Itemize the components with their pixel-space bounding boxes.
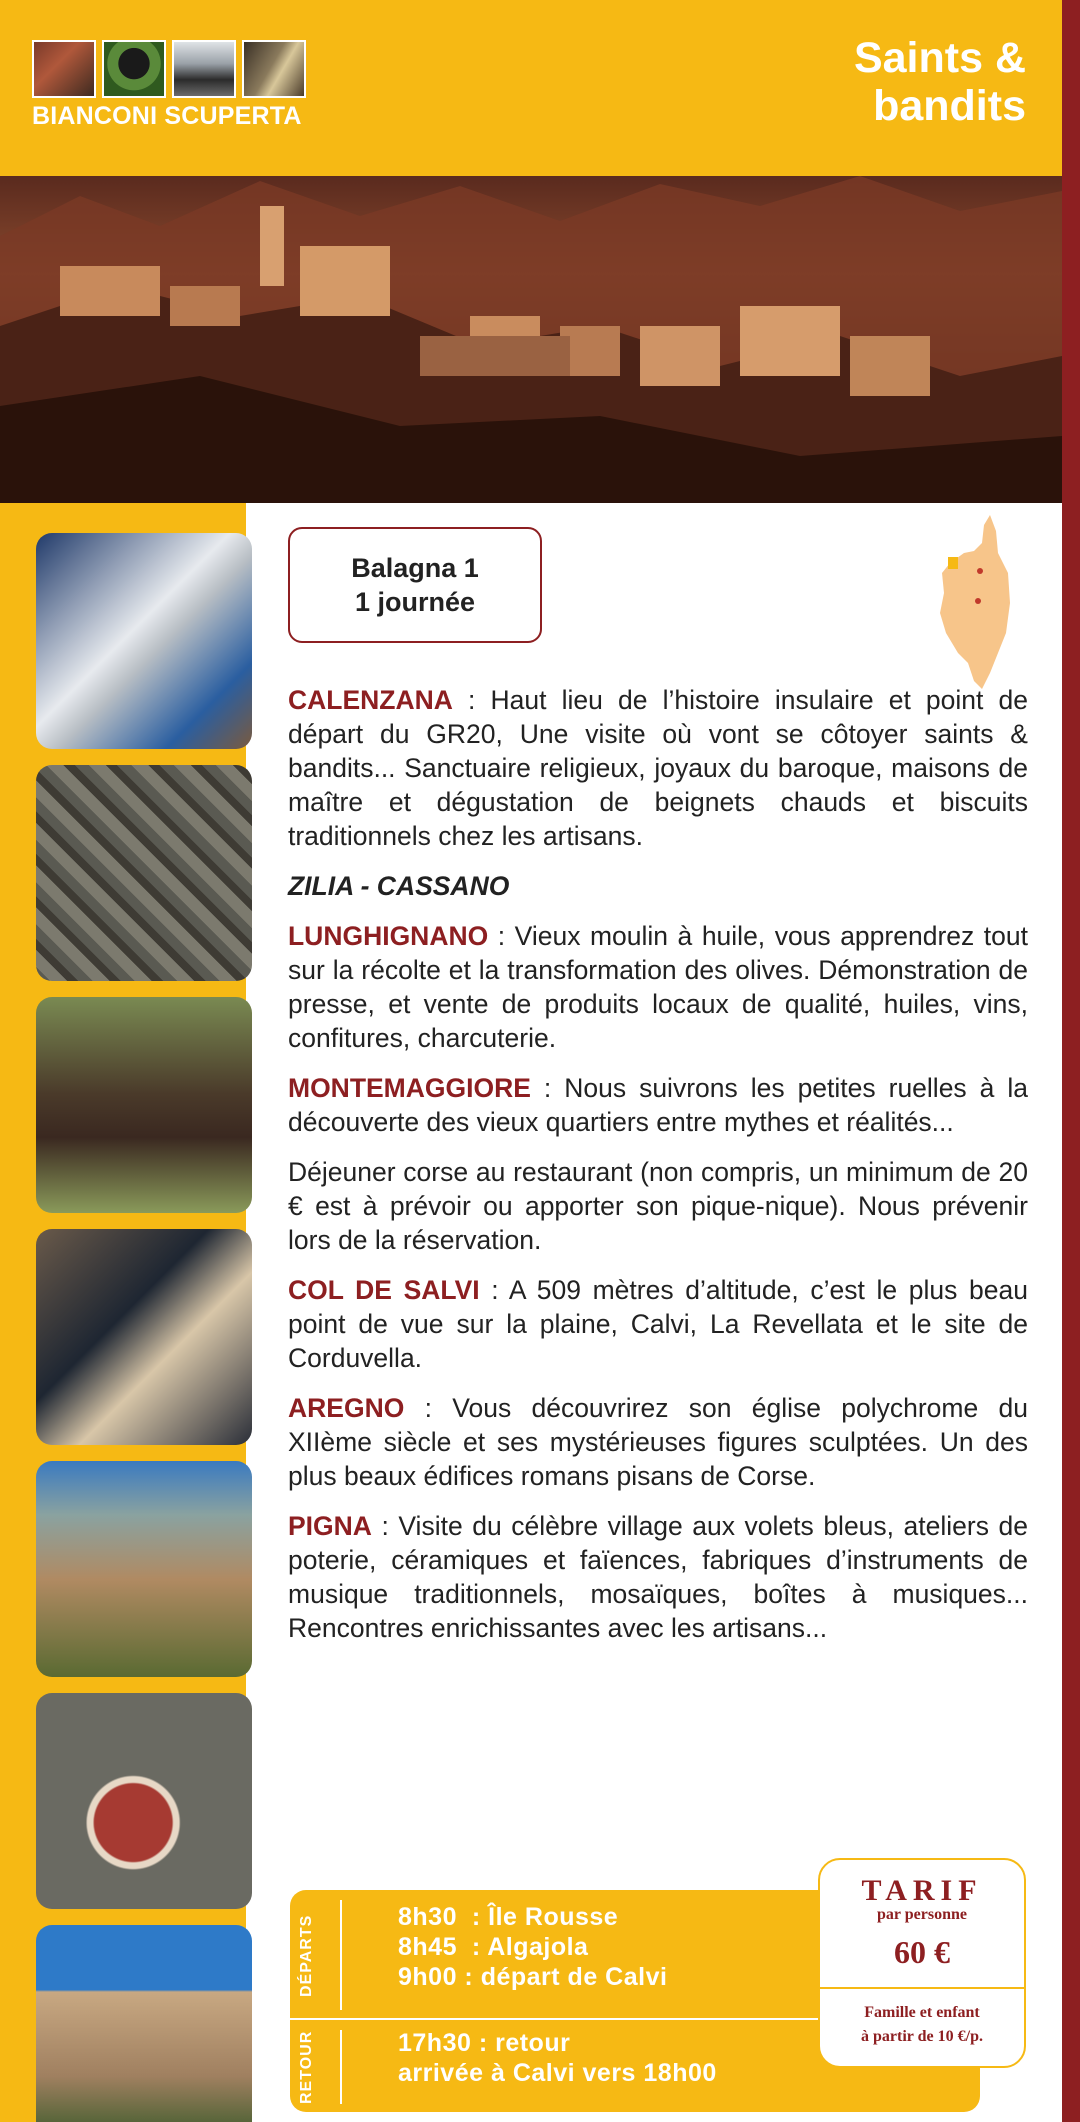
tarif-price: 60 € [894, 1934, 950, 1970]
retour-separator [340, 2030, 342, 2104]
logo-text: BIANCONI SCUPERTA [32, 102, 302, 130]
depart-line-1: 8h30 : Île Rousse [398, 1903, 619, 1931]
title-line-2: bandits [873, 82, 1026, 130]
logo-tile-3 [172, 40, 236, 98]
departs-label: DÉPARTS [298, 1914, 315, 1998]
para-lunghignano [288, 919, 1028, 1055]
heading-col-de-salvi: COL DE SALVI [288, 1275, 480, 1305]
para-montemaggiore [288, 1071, 1028, 1139]
para-pigna [288, 1509, 1028, 1645]
retour-line-1: 17h30 : retour [398, 2029, 571, 2057]
text-aregno: : Vous découvrirez son église polychrome du XIIème siècle et ses mystérieuses figures sculptées. Un des plus beaux édifices romans pisans de Corse. [288, 1393, 1028, 1491]
text-col-de-salvi: : A 509 mètres d’altitude, c’est le plus beau point de vue sur la plaine, Calvi, La Revellata et le site de Corduvella. [288, 1275, 1028, 1373]
text-dejeuner: Déjeuner corse au restaurant (non compris, un minimum de 20 € est à prévoir ou apporter son pique-nique). Nous prévenir lors de la réservation. [288, 1157, 1028, 1255]
retour-times [398, 2028, 717, 2088]
tarif-note-line-1: Famille et enfant [864, 2004, 980, 2021]
tarif-note-line-2: à partir de 10 €/p. [861, 2028, 983, 2045]
retour-line-2: arrivée à Calvi vers 18h00 [398, 2059, 717, 2087]
tour-badge [288, 527, 542, 643]
tarif-subtitle: par personne [877, 1906, 967, 1923]
depart-line-2: 8h45 : Algajola [398, 1933, 589, 1961]
tarif-divider [820, 1987, 1024, 1989]
photo-church-building [36, 1925, 252, 2122]
heading-calenzana: CALENZANA [288, 685, 453, 715]
departs-times [398, 1902, 667, 1992]
title-line-1: Saints & [853, 34, 1026, 82]
heading-pigna: PIGNA [288, 1511, 372, 1541]
text-pigna: : Visite du célèbre village aux volets bleus, ateliers de poterie, céramiques et faïences, fabriques d’instruments de musique traditionnels, mosaïques, boîtes à musiques... Rencontres enrichissantes avec les artisans... [288, 1511, 1028, 1643]
price-box [818, 1858, 1026, 2068]
text-lunghignano: : Vieux moulin à huile, vous apprendrez tout sur la récolte et la transformation des olives. Démonstration de presse, et vente de produits locaux de qualité, huiles, vins, confitures, charcuterie. [288, 921, 1028, 1053]
itinerary-text [288, 683, 1028, 1661]
photo-donkey [36, 997, 252, 1213]
para-calenzana [288, 683, 1028, 853]
badge-line-2: 1 journée [354, 587, 476, 617]
photo-hill-village [36, 1461, 252, 1677]
corsica-map-icon [938, 513, 1018, 693]
para-dejeuner [288, 1155, 1028, 1257]
heading-lunghignano: LUNGHIGNANO [288, 921, 489, 951]
header [0, 0, 1062, 176]
photo-stone-wall [36, 765, 252, 981]
tarif-note [820, 2001, 1024, 2049]
retour-label: RETOUR [298, 2030, 315, 2104]
schedule-divider [290, 2018, 830, 2020]
text-montemaggiore: : Nous suivrons les petites ruelles à la découverte des vieux quartiers entre mythes et réalités... [288, 1073, 1028, 1137]
hero-village-photo [0, 176, 1062, 503]
left-photo-strip [0, 503, 246, 2122]
logo-tile-2 [102, 40, 166, 98]
right-accent-bar [1062, 0, 1080, 2122]
logo-tile-4 [242, 40, 306, 98]
heading-aregno: AREGNO [288, 1393, 405, 1423]
photo-saint-statue [36, 533, 252, 749]
departs-separator [340, 1900, 342, 2010]
logo [32, 40, 310, 131]
text-calenzana: : Haut lieu de l’histoire insulaire et point de départ du GR20, Une visite où vont se côtoyer saints & bandits... Sanctuaire religieux, joyaux du baroque, maisons de maître et dégustation de beignets chauds et biscuits traditionnels chez les artisans. [288, 685, 1028, 851]
page-title [854, 34, 1026, 130]
logo-tiles [32, 40, 310, 98]
tarif-title: TARIF [861, 1874, 983, 1907]
photo-bandits [36, 1229, 252, 1445]
depart-line-3: 9h00 : départ de Calvi [398, 1963, 668, 1991]
para-aregno [288, 1391, 1028, 1493]
subtitle-zilia-cassano: ZILIA - CASSANO [288, 871, 510, 901]
heading-montemaggiore: MONTEMAGGIORE [288, 1073, 531, 1103]
village-illustration [0, 176, 1062, 503]
para-col-de-salvi [288, 1273, 1028, 1375]
photo-pottery [36, 1693, 252, 1909]
logo-tile-1 [32, 40, 96, 98]
badge-line-1: Balagna 1 [351, 553, 479, 583]
